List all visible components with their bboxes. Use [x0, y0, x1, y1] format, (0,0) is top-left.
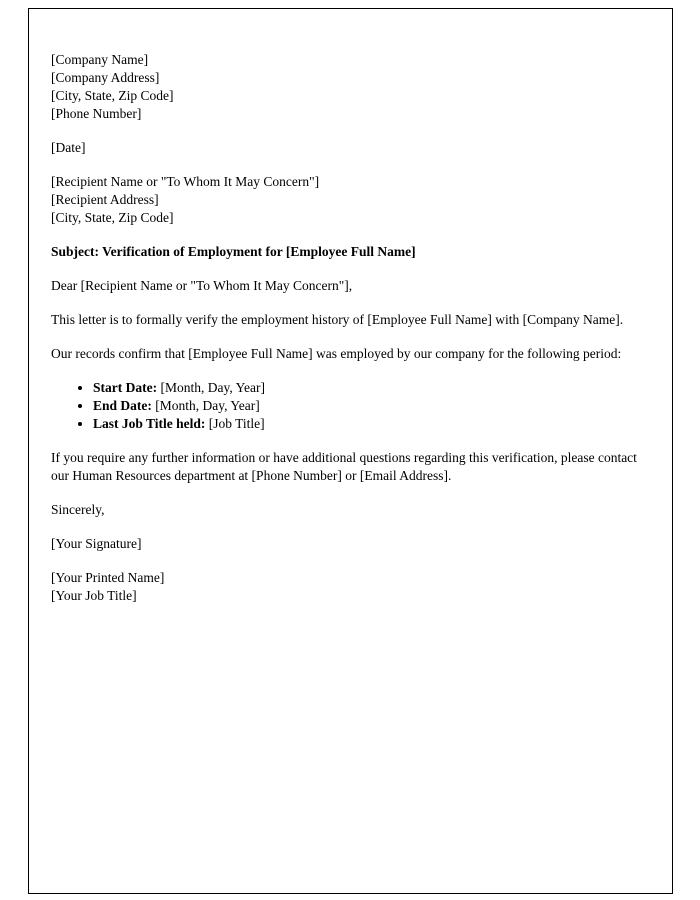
signoff-block [51, 569, 650, 605]
company-phone-line: [Phone Number] [51, 106, 142, 121]
start-date-value: [Month, Day, Year] [157, 380, 265, 395]
company-name-line: [Company Name] [51, 52, 149, 67]
company-city-state-zip-line: [City, State, Zip Code] [51, 88, 174, 103]
job-title-line: [Your Job Title] [51, 588, 137, 603]
date-block [51, 139, 650, 157]
recipient-address-block [51, 173, 650, 227]
job-title-item [93, 415, 650, 433]
printed-name-line: [Your Printed Name] [51, 570, 165, 585]
contact-paragraph: If you require any further information or have additional questions regarding this verification, please contact our Human Resources department at [Phone Number] or [Email Address]. [51, 450, 637, 483]
signature-line: [Your Signature] [51, 536, 142, 551]
recipient-name-line: [Recipient Name or "To Whom It May Concern"] [51, 174, 320, 189]
job-title-label: Last Job Title held: [93, 416, 206, 431]
end-date-label: End Date: [93, 398, 152, 413]
recipient-address-line: [Recipient Address] [51, 192, 159, 207]
letter-page [28, 8, 673, 894]
job-title-value: [Job Title] [205, 416, 265, 431]
letter-body [51, 51, 650, 605]
closing-line: Sincerely, [51, 502, 105, 517]
end-date-item [93, 397, 650, 415]
salutation-line: Dear [Recipient Name or "To Whom It May Concern"], [51, 278, 353, 293]
subject-line: Subject: Verification of Employment for [Employee Full Name] [51, 244, 416, 259]
company-address-line: [Company Address] [51, 70, 160, 85]
recipient-city-state-zip-line: [City, State, Zip Code] [51, 210, 174, 225]
sender-address-block [51, 51, 650, 123]
date-line: [Date] [51, 140, 86, 155]
records-paragraph: Our records confirm that [Employee Full Name] was employed by our company for the following period: [51, 346, 622, 361]
start-date-label: Start Date: [93, 380, 158, 395]
start-date-item [93, 379, 650, 397]
employment-period-list [51, 379, 650, 433]
verification-paragraph: This letter is to formally verify the employment history of [Employee Full Name] with [Company Name]. [51, 312, 624, 327]
end-date-value: [Month, Day, Year] [151, 398, 260, 413]
